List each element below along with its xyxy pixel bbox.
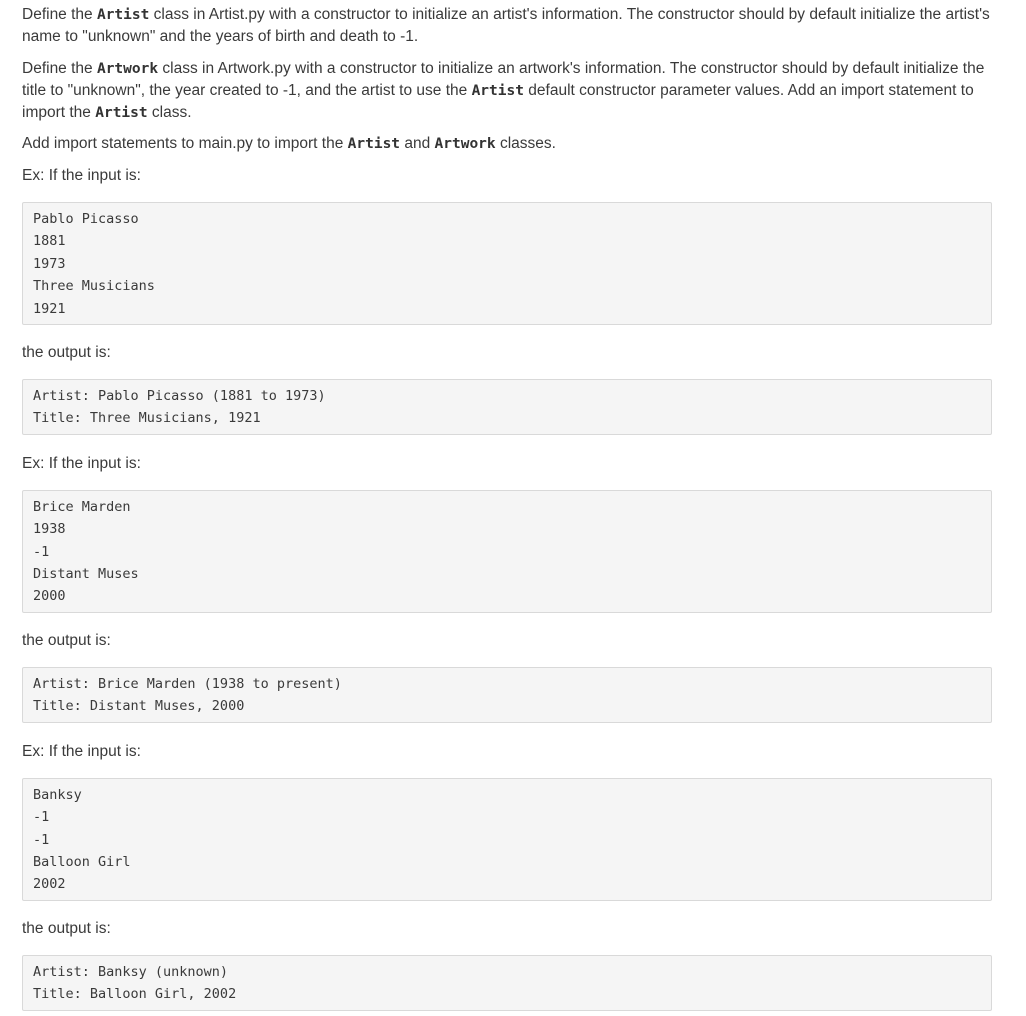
output-line: Title: Three Musicians, 1921 [33,410,261,427]
code-artist: Artist [96,7,150,23]
text-span: classes. [495,135,556,152]
output-line: Artist: Brice Marden (1938 to present) [33,675,342,692]
example-input-box [22,490,992,613]
input-line: 1921 [33,300,66,317]
text-span: Define the [22,60,97,77]
output-line: Title: Balloon Girl, 2002 [33,986,237,1003]
intro-paragraph-artist [22,4,1004,48]
text-span: Define the [22,6,97,23]
text-span: class in Artist.py with a constructor to initialize an artist's information. The constructor should by default initialize the artist's name to "unknown" and the years of birth and death to -1. [22,6,990,45]
example-input-label: Ex: If the input is: [22,454,141,472]
intro-paragraph-imports [22,133,1004,155]
input-line: Distant Muses [33,566,139,583]
text-span: class in Artwork.py with a constructor to initialize an artwork's information. The constructor should by default initialize the title to "unknown", the year created to -1, and the artist to use the [22,60,985,99]
input-line: 1938 [33,521,66,538]
example-output-label: the output is: [22,344,111,362]
example-input-label: Ex: If the input is: [22,742,141,760]
example-output-label: the output is: [22,631,111,649]
input-line: 2002 [33,876,66,893]
input-line: Brice Marden [33,498,131,515]
code-artwork: Artwork [434,136,496,152]
example-output-box [22,955,992,1011]
input-line: 1881 [33,233,66,250]
text-span: default constructor parameter values. Add an import statement to import the [22,82,974,121]
output-line: Artist: Banksy (unknown) [33,963,229,980]
input-line: 2000 [33,588,66,605]
example-output-box [22,379,992,435]
output-line: Artist: Pablo Picasso (1881 to 1973) [33,388,326,405]
input-line: -1 [33,543,50,560]
example-output-box [22,667,992,723]
input-line: Banksy [33,786,82,803]
example-output-label: the output is: [22,919,111,937]
text-span: and [400,135,435,152]
code-artist: Artist [471,83,524,99]
input-line: -1 [33,809,50,826]
example-input-box [22,778,992,901]
code-artwork: Artwork [96,61,159,77]
code-artist: Artist [95,105,148,121]
text-span: class. [147,104,192,121]
input-line: Three Musicians [33,278,155,295]
output-line: Title: Distant Muses, 2000 [33,698,245,715]
example-input-label: Ex: If the input is: [22,167,141,184]
input-line: Balloon Girl [33,853,131,870]
input-line: -1 [33,831,50,848]
code-artist: Artist [347,136,401,152]
example-input-box [22,202,992,325]
intro-paragraph-artwork [22,58,1004,124]
input-line: Pablo Picasso [33,211,139,227]
input-line: 1973 [33,255,66,272]
text-span: Add import statements to main.py to import the [22,135,348,152]
